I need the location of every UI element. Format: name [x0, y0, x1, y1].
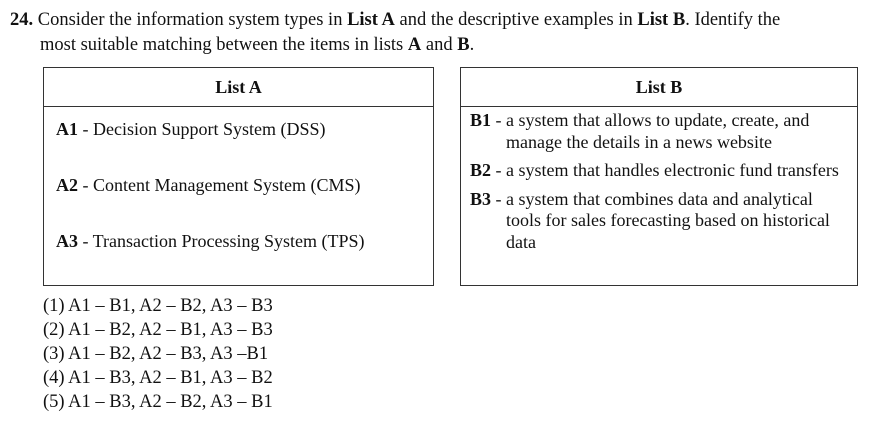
answer-option-3[interactable]: (3) A1 – B2, A2 – B3, A3 –B1 [43, 344, 269, 364]
question-text-part1: Consider the information system types in [37, 10, 343, 30]
list-b-box [460, 67, 858, 286]
question-text-part4: most suitable matching between the items in lists [40, 35, 404, 55]
list-a-item-3 [56, 230, 365, 252]
list-a-item-sep: - [78, 119, 93, 139]
b-reference: B [457, 35, 470, 55]
list-b-items [470, 110, 851, 260]
list-a-reference: List A [347, 10, 395, 30]
answer-options [43, 294, 273, 414]
list-a-item-text: Decision Support System (DSS) [93, 119, 326, 139]
list-b-item-code: B2 [470, 160, 492, 180]
list-a-item-text: Content Management System (CMS) [93, 175, 361, 195]
list-a-item-2 [56, 174, 360, 196]
list-b-item-2 [470, 160, 851, 182]
list-b-item-text: a system that combines data and analytical tools for sales forecasting based on historical data [506, 188, 830, 252]
question-text-part6: . [469, 35, 475, 55]
list-a-item-text: Transaction Processing System (TPS) [92, 231, 365, 251]
list-b-item-code: B3 [470, 188, 492, 209]
list-b-reference: List B [637, 10, 686, 30]
list-a-item-code: A1 [56, 119, 78, 139]
list-a-item-sep: - [78, 175, 93, 195]
list-b-item-3 [470, 189, 851, 254]
list-a-item-code: A3 [56, 231, 78, 251]
list-b-item-sep: - [491, 188, 507, 209]
list-a-item-code: A2 [56, 175, 78, 195]
answer-option-5[interactable]: (5) A1 – B3, A2 – B2, A3 – B1 [43, 392, 273, 412]
list-a-box [43, 67, 434, 286]
question-text-part2: and the descriptive examples in [399, 10, 633, 30]
question-text-part5: and [425, 35, 453, 55]
question-second-line [10, 33, 890, 58]
question-number: 24. [10, 10, 34, 30]
list-b-item-text: a system that handles electronic fund transfers [506, 160, 839, 180]
question-text [10, 8, 890, 58]
list-b-item-1 [470, 110, 851, 153]
list-a-item-1 [56, 118, 326, 140]
a-reference: A [407, 35, 422, 55]
list-b-item-code: B1 [470, 110, 492, 130]
question-text-part3: . Identify the [685, 10, 781, 30]
answer-option-4[interactable]: (4) A1 – B3, A2 – B1, A3 – B2 [43, 368, 273, 388]
list-a-item-sep: - [78, 231, 93, 251]
list-a-title: List A [44, 68, 433, 107]
list-b-item-sep: - [491, 110, 507, 130]
answer-option-2[interactable]: (2) A1 – B2, A2 – B1, A3 – B3 [43, 320, 273, 340]
answer-option-1[interactable]: (1) A1 – B1, A2 – B2, A3 – B3 [43, 296, 273, 316]
list-b-item-text: a system that allows to update, create, and manage the details in a news website [506, 110, 810, 152]
list-b-item-sep: - [491, 160, 507, 180]
list-b-title: List B [461, 68, 857, 107]
